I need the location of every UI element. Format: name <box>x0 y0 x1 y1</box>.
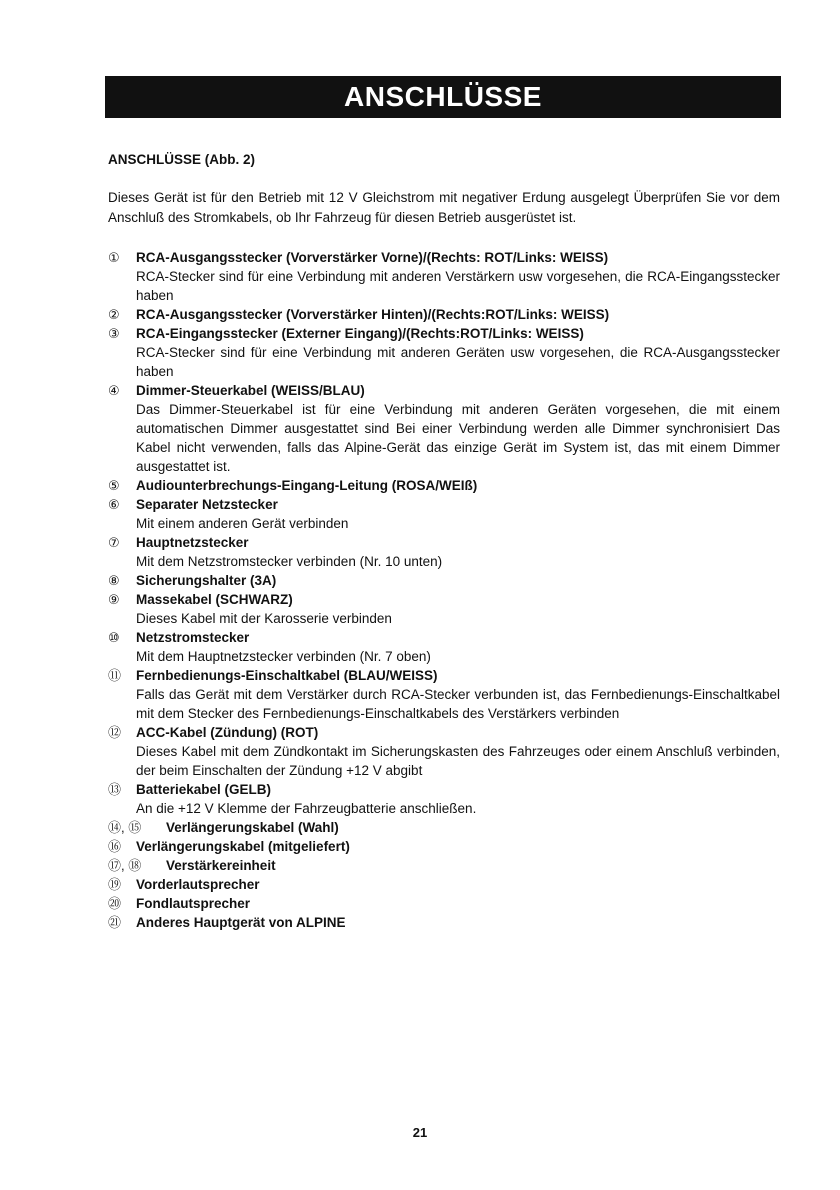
item-number: ⑬ <box>108 782 122 797</box>
item-title: ACC-Kabel (Zündung) (ROT) <box>136 725 319 740</box>
item-title: Massekabel (SCHWARZ) <box>136 592 293 607</box>
connection-item <box>108 495 780 533</box>
item-number: ① <box>108 250 120 265</box>
page-banner <box>105 76 781 118</box>
page-number: 21 <box>412 1125 428 1140</box>
item-number: ⑥ <box>108 497 120 512</box>
item-title: Batteriekabel (GELB) <box>136 782 272 797</box>
item-number: ⑯ <box>108 839 122 854</box>
connection-item <box>108 894 780 913</box>
item-number: ⑪ <box>108 668 122 683</box>
item-description: RCA-Stecker sind für eine Verbindung mit anderen Verstärkern usw vorgesehen, die RCA-Eingangsstecker haben <box>136 269 780 303</box>
item-number: ⑰, ⑱ <box>108 858 142 873</box>
item-description: Mit einem anderen Gerät verbinden <box>136 516 349 531</box>
connection-item <box>108 248 780 305</box>
item-title: RCA-Ausgangsstecker (Vorverstärker Hinten)/(Rechts:ROT/Links: WEISS) <box>136 307 610 322</box>
item-title: Audiounterbrechungs-Eingang-Leitung (ROSA/WEIß) <box>136 478 478 493</box>
item-number: ⑩ <box>108 630 120 645</box>
item-title: Dimmer-Steuerkabel (WEISS/BLAU) <box>136 383 365 398</box>
connection-item <box>108 875 780 894</box>
item-description: Mit dem Netzstromstecker verbinden (Nr. 10 unten) <box>136 554 443 569</box>
item-number: ⑲ <box>108 877 122 892</box>
item-title: Vorderlautsprecher <box>136 877 260 892</box>
connection-item <box>108 305 780 324</box>
item-number: ③ <box>108 326 120 341</box>
item-title: Fernbedienungs-Einschaltkabel (BLAU/WEISS) <box>136 668 438 683</box>
item-number: ⑨ <box>108 592 120 607</box>
item-number: ⑧ <box>108 573 120 588</box>
connection-item <box>108 324 780 381</box>
item-title: Netzstromstecker <box>136 630 250 645</box>
item-number: ④ <box>108 383 120 398</box>
item-title: Sicherungshalter (3A) <box>136 573 277 588</box>
item-number: ㉑ <box>108 915 122 930</box>
item-number: ② <box>108 307 120 322</box>
item-description: Das Dimmer-Steuerkabel ist für eine Verbindung mit anderen Geräten vorgesehen, die mit einem automatischen Dimmer ausgestattet sind Bei einer Verbindung werden alle Dimmer synchronisiert Das Kabel nicht verwenden, falls das Alpine-Gerät das einzige Gerät im System ist, das mit einem Dimmer ausgestattet ist. <box>136 402 780 474</box>
connection-item <box>108 856 780 875</box>
item-number: ⑳ <box>108 896 122 911</box>
connection-item <box>108 723 780 780</box>
intro-paragraph: Dieses Gerät ist für den Betrieb mit 12 V Gleichstrom mit negativer Erdung ausgelegt Überprüfen Sie vor dem Anschluß des Stromkabels, ob Ihr Fahrzeug für diesen Betrieb ausgerüstet ist. <box>108 190 780 225</box>
banner-title: ANSCHLÜSSE <box>344 81 542 112</box>
item-number: ⑤ <box>108 478 120 493</box>
item-title: Fondlautsprecher <box>136 896 251 911</box>
item-number: ⑫ <box>108 725 122 740</box>
connection-item <box>108 571 780 590</box>
item-title: RCA-Eingangsstecker (Externer Eingang)/(Rechts:ROT/Links: WEISS) <box>136 326 584 341</box>
item-title: RCA-Ausgangsstecker (Vorverstärker Vorne)/(Rechts: ROT/Links: WEISS) <box>136 250 609 265</box>
item-number: ⑭, ⑮ <box>108 820 142 835</box>
connection-item <box>108 533 780 571</box>
item-title: Verlängerungskabel (Wahl) <box>166 820 339 835</box>
connection-item <box>108 666 780 723</box>
connection-list <box>108 248 780 932</box>
item-title: Hauptnetzstecker <box>136 535 249 550</box>
connection-item <box>108 476 780 495</box>
connection-item <box>108 381 780 476</box>
item-title: Verlängerungskabel (mitgeliefert) <box>136 839 350 854</box>
connection-item <box>108 913 780 932</box>
item-description: Dieses Kabel mit der Karosserie verbinden <box>136 611 392 626</box>
connection-item <box>108 628 780 666</box>
item-description: Mit dem Hauptnetzstecker verbinden (Nr. 7 oben) <box>136 649 431 664</box>
connection-item <box>108 590 780 628</box>
item-title: Separater Netzstecker <box>136 497 278 512</box>
item-description: Falls das Gerät mit dem Verstärker durch RCA-Stecker verbunden ist, das Fernbedienungs-Einschaltkabel mit dem Stecker des Fernbedienungs-Einschaltkabels des Verstärkers verbinden <box>136 687 780 721</box>
item-description: RCA-Stecker sind für eine Verbindung mit anderen Geräten usw vorgesehen, die RCA-Ausgangsstecker haben <box>136 345 780 379</box>
item-description: An die +12 V Klemme der Fahrzeugbatterie anschließen. <box>136 801 477 816</box>
connection-item <box>108 818 780 837</box>
section-heading: ANSCHLÜSSE (Abb. 2) <box>108 152 256 167</box>
item-title: Verstärkereinheit <box>166 858 276 873</box>
connection-item <box>108 780 780 818</box>
item-description: Dieses Kabel mit dem Zündkontakt im Sicherungskasten des Fahrzeuges oder einem Anschluß verbinden, der beim Einschalten der Zündung +12 V abgibt <box>136 744 780 778</box>
connection-item <box>108 837 780 856</box>
item-title: Anderes Hauptgerät von ALPINE <box>136 915 346 930</box>
item-number: ⑦ <box>108 535 120 550</box>
